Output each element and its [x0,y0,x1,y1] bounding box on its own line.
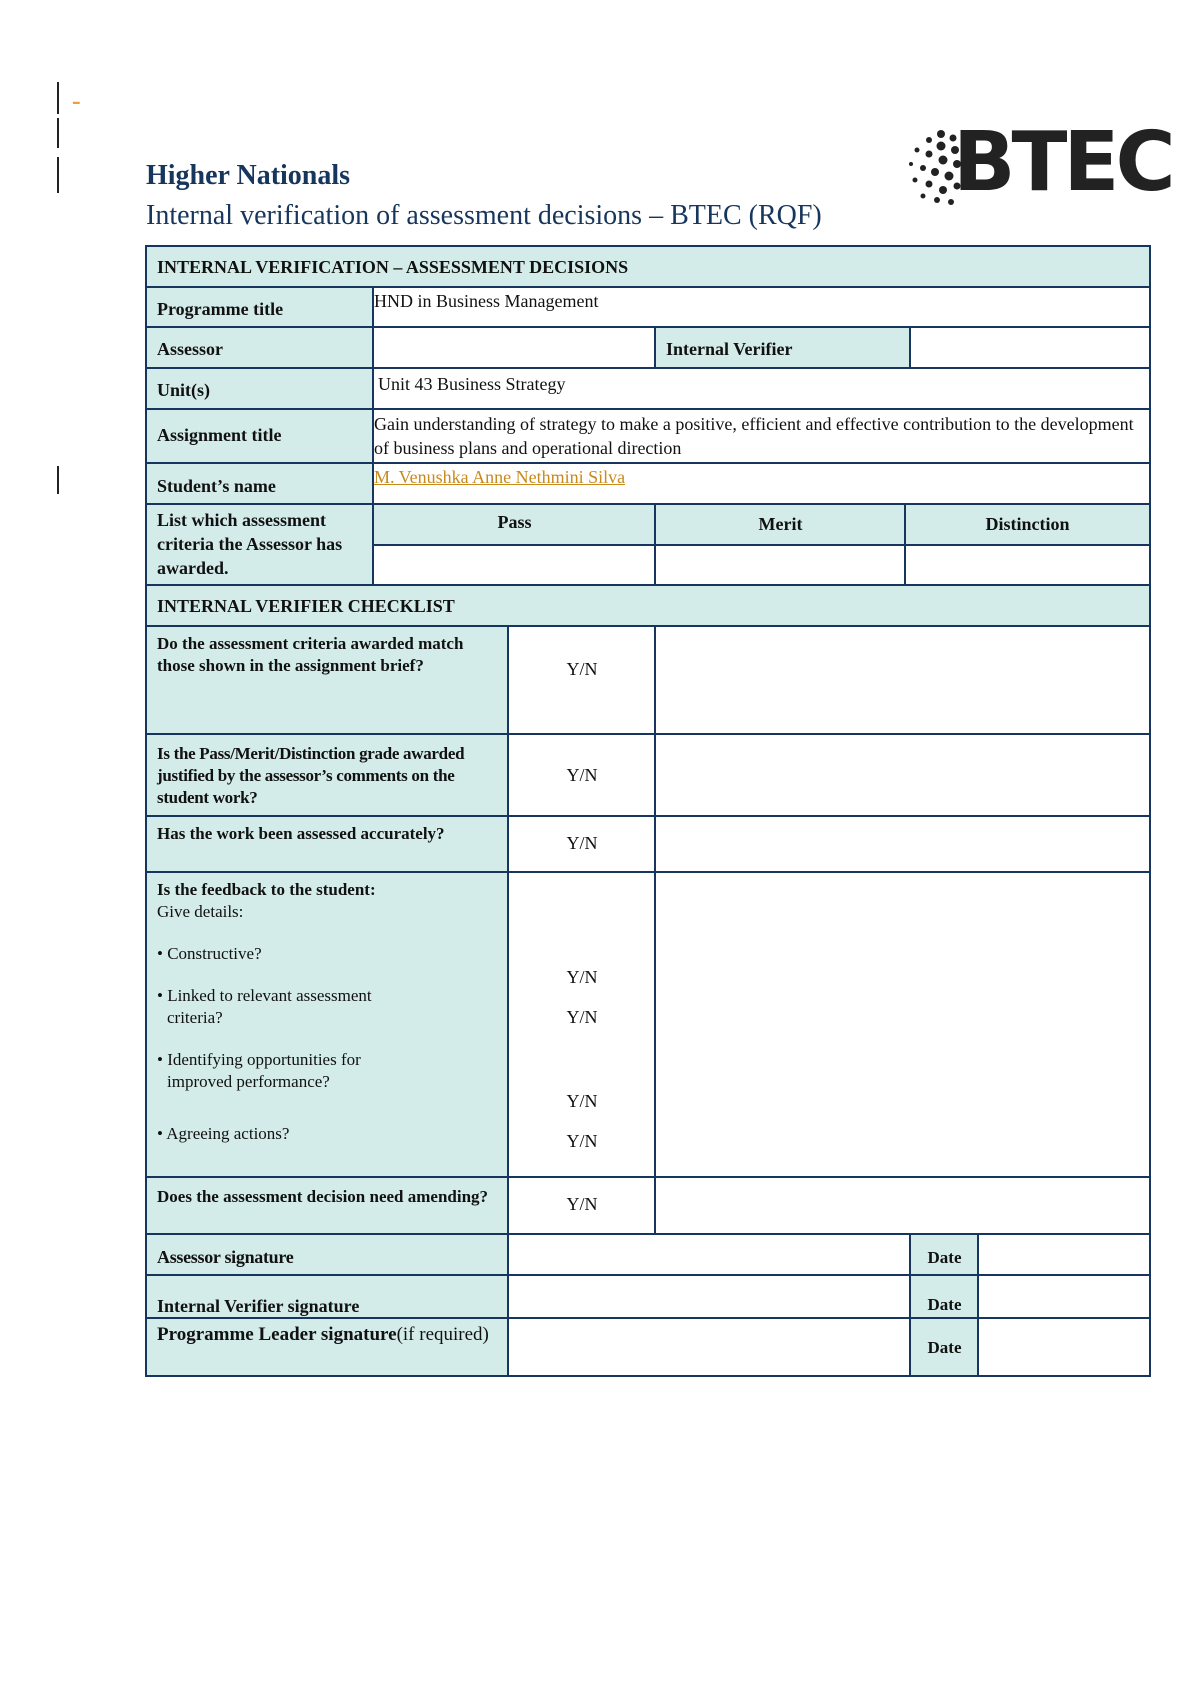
yn-linked[interactable]: Y/N [566,1007,598,1027]
yn-assessed-accurately[interactable]: Y/N [566,833,598,853]
feedback-question-title: Is the feedback to the student: [157,880,376,899]
pl-signature-text: Programme Leader signature [157,1324,397,1345]
pl-date-label: Date [911,1319,978,1375]
student-name-label: Student’s name [147,463,373,503]
checklist-question-assessed-accurately: Has the work been assessed accurately? [147,817,508,872]
merit-header: Merit [656,504,905,544]
logo-wordmark: BTEC [953,115,1172,210]
yn-agreeing[interactable]: Y/N [566,1131,598,1151]
feedback-give-details: Give details: [157,902,244,921]
pass-header: Pass [374,504,655,544]
section-heading-iv-checklist: INTERNAL VERIFIER CHECKLIST [147,586,1150,626]
iv-date-label: Date [911,1276,978,1318]
checklist-question-criteria-match: Do the assessment criteria awarded match those shown in the assignment brief? [147,627,508,734]
yn-opportunities[interactable]: Y/N [566,1091,598,1111]
checklist-question-decision-amending: Does the assessment decision need amending? [147,1178,508,1234]
iv-signature-label: Internal Verifier signature [147,1276,508,1318]
programme-title-value: HND in Business Management [374,291,599,311]
feedback-item-linked: • Linked to relevant assessment criteria? [157,986,372,1027]
assignment-title-value: Gain understanding of strategy to make a positive, efficient and effective contribution to the development of business plans and operational direction [374,414,1134,458]
student-name-link[interactable]: M. Venushka Anne Nethmini Silva [374,467,626,487]
page-subtitle: Internal verification of assessment decisions – BTEC (RQF) [146,200,822,231]
yn-grade-justified[interactable]: Y/N [566,765,598,785]
internal-verifier-label: Internal Verifier [656,327,910,367]
checklist-question-grade-justified: Is the Pass/Merit/Distinction grade awarded justified by the assessor’s comments on the student work? [147,735,508,816]
assessor-date-label: Date [911,1235,978,1275]
yn-constructive[interactable]: Y/N [566,967,598,987]
units-label: Unit(s) [147,368,373,408]
feedback-item-opportunities: • Identifying opportunities for improved performance? [157,1050,361,1091]
pl-if-required: (if required) [396,1324,489,1345]
section-heading-assessment-decisions: INTERNAL VERIFICATION – ASSESSMENT DECISIONS [147,247,1150,287]
distinction-header: Distinction [906,504,1149,544]
assessor-label: Assessor [147,327,373,367]
yn-decision-amending[interactable]: Y/N [566,1194,598,1214]
feedback-item-constructive: • Constructive? [157,944,262,963]
feedback-item-agreeing: • Agreeing actions? [157,1124,290,1143]
assessor-signature-label: Assessor signature [147,1235,508,1275]
programme-title-label: Programme title [147,287,373,327]
page-title: Higher Nationals [146,160,351,191]
yn-criteria-match[interactable]: Y/N [566,659,598,679]
margin-dash: - [72,86,81,115]
assignment-title-label: Assignment title [147,409,373,462]
criteria-awarded-label: List which assessment criteria the Assessor has awarded. [147,504,373,585]
units-value: Unit 43 Business Strategy [378,374,566,394]
